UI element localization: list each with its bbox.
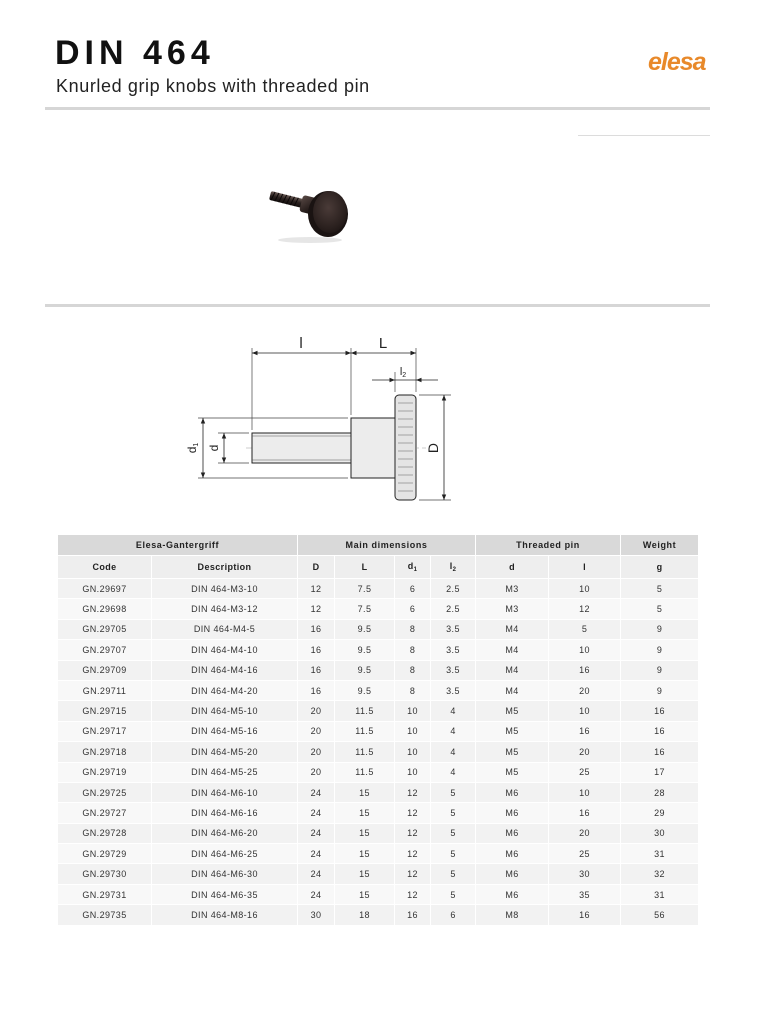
- cell-l2: 5: [431, 884, 476, 904]
- group-main-dimensions: Main dimensions: [298, 535, 476, 556]
- technical-drawing: [176, 330, 466, 510]
- cell-l: 10: [549, 782, 621, 802]
- cell-d1: 8: [395, 619, 431, 639]
- table-row: [58, 905, 699, 925]
- cell-l: 10: [549, 701, 621, 721]
- cell-l2: 5: [431, 844, 476, 864]
- cell-l2: 4: [431, 701, 476, 721]
- cell-description: DIN 464-M4-5: [152, 619, 298, 639]
- col-description: Description: [152, 556, 298, 579]
- cell-d1: 8: [395, 640, 431, 660]
- cell-description: DIN 464-M6-25: [152, 844, 298, 864]
- col-L: L: [335, 556, 395, 579]
- cell-code: GN.29707: [58, 640, 152, 660]
- cell-D: 12: [298, 579, 335, 599]
- cell-L: 11.5: [335, 701, 395, 721]
- cell-code: GN.29705: [58, 619, 152, 639]
- cell-g: 9: [621, 660, 699, 680]
- cell-code: GN.29711: [58, 680, 152, 700]
- cell-d1: 10: [395, 762, 431, 782]
- cell-description: DIN 464-M6-10: [152, 782, 298, 802]
- cell-description: DIN 464-M6-30: [152, 864, 298, 884]
- cell-g: 32: [621, 864, 699, 884]
- cell-l: 25: [549, 762, 621, 782]
- cell-d1: 12: [395, 864, 431, 884]
- cell-l2: 3.5: [431, 660, 476, 680]
- cell-d: M3: [476, 579, 549, 599]
- cell-l: 30: [549, 864, 621, 884]
- group-threaded-pin: Threaded pin: [476, 535, 621, 556]
- cell-g: 31: [621, 844, 699, 864]
- cell-l: 16: [549, 660, 621, 680]
- cell-d: M4: [476, 680, 549, 700]
- cell-d: M6: [476, 823, 549, 843]
- cell-g: 9: [621, 680, 699, 700]
- cell-d: M4: [476, 660, 549, 680]
- cell-L: 15: [335, 782, 395, 802]
- cell-D: 20: [298, 742, 335, 762]
- cell-description: DIN 464-M5-25: [152, 762, 298, 782]
- cell-d1: 10: [395, 742, 431, 762]
- cell-g: 16: [621, 742, 699, 762]
- cell-D: 24: [298, 782, 335, 802]
- product-photo: [262, 178, 352, 246]
- cell-code: GN.29728: [58, 823, 152, 843]
- table-row: [58, 782, 699, 802]
- cell-l: 16: [549, 905, 621, 925]
- cell-d1: 10: [395, 721, 431, 741]
- dim-label-l2: l2: [399, 366, 407, 379]
- cell-g: 16: [621, 701, 699, 721]
- table-row: [58, 579, 699, 599]
- cell-g: 56: [621, 905, 699, 925]
- table-row: [58, 864, 699, 884]
- cell-d1: 10: [395, 701, 431, 721]
- cell-g: 5: [621, 579, 699, 599]
- cell-code: GN.29718: [58, 742, 152, 762]
- cell-L: 15: [335, 823, 395, 843]
- cell-description: DIN 464-M6-35: [152, 884, 298, 904]
- cell-L: 15: [335, 803, 395, 823]
- cell-L: 9.5: [335, 619, 395, 639]
- cell-D: 20: [298, 762, 335, 782]
- cell-d: M4: [476, 640, 549, 660]
- section-divider: [45, 304, 710, 307]
- table-row: [58, 701, 699, 721]
- col-l2: $l_2$: [431, 556, 476, 579]
- cell-d1: 16: [395, 905, 431, 925]
- cell-l2: 4: [431, 762, 476, 782]
- cell-D: 20: [298, 721, 335, 741]
- dim-label-D: D: [425, 442, 441, 454]
- table-row: [58, 742, 699, 762]
- cell-description: DIN 464-M3-12: [152, 599, 298, 619]
- cell-l2: 4: [431, 721, 476, 741]
- cell-code: GN.29735: [58, 905, 152, 925]
- thin-divider: [578, 135, 710, 136]
- cell-D: 16: [298, 660, 335, 680]
- dim-label-l: l: [299, 335, 303, 352]
- cell-code: GN.29717: [58, 721, 152, 741]
- cell-d: M6: [476, 864, 549, 884]
- cell-D: 20: [298, 701, 335, 721]
- cell-L: 15: [335, 884, 395, 904]
- cell-L: 11.5: [335, 762, 395, 782]
- table-row: [58, 844, 699, 864]
- cell-l2: 6: [431, 905, 476, 925]
- table-column-header-row: [58, 556, 699, 579]
- cell-l: 10: [549, 640, 621, 660]
- cell-d1: 8: [395, 660, 431, 680]
- cell-description: DIN 464-M8-16: [152, 905, 298, 925]
- cell-description: DIN 464-M6-20: [152, 823, 298, 843]
- cell-g: 17: [621, 762, 699, 782]
- cell-d: M8: [476, 905, 549, 925]
- cell-L: 11.5: [335, 721, 395, 741]
- table-row: [58, 721, 699, 741]
- cell-d1: 12: [395, 803, 431, 823]
- page-subtitle: Knurled grip knobs with threaded pin: [56, 76, 370, 96]
- table-row: [58, 823, 699, 843]
- group-weight: Weight: [621, 535, 699, 556]
- cell-d1: 6: [395, 599, 431, 619]
- cell-d: M3: [476, 599, 549, 619]
- cell-l2: 5: [431, 803, 476, 823]
- cell-L: 7.5: [335, 599, 395, 619]
- cell-g: 28: [621, 782, 699, 802]
- cell-l2: 5: [431, 782, 476, 802]
- brand-logo: elesa: [648, 48, 706, 76]
- page-title: DIN 464: [55, 34, 215, 72]
- cell-D: 24: [298, 803, 335, 823]
- cell-l: 35: [549, 884, 621, 904]
- cell-d: M5: [476, 721, 549, 741]
- cell-g: 9: [621, 619, 699, 639]
- header-divider: [45, 107, 710, 110]
- cell-g: 29: [621, 803, 699, 823]
- cell-l: 16: [549, 721, 621, 741]
- table-row: [58, 762, 699, 782]
- cell-l2: 5: [431, 823, 476, 843]
- table-row: [58, 660, 699, 680]
- cell-code: GN.29697: [58, 579, 152, 599]
- cell-l: 10: [549, 579, 621, 599]
- cell-code: GN.29725: [58, 782, 152, 802]
- cell-l2: 4: [431, 742, 476, 762]
- cell-description: DIN 464-M3-10: [152, 579, 298, 599]
- cell-L: 11.5: [335, 742, 395, 762]
- cell-l2: 3.5: [431, 680, 476, 700]
- cell-g: 5: [621, 599, 699, 619]
- cell-D: 16: [298, 680, 335, 700]
- cell-l: 20: [549, 680, 621, 700]
- cell-l2: 3.5: [431, 619, 476, 639]
- cell-d: M5: [476, 742, 549, 762]
- cell-L: 9.5: [335, 680, 395, 700]
- cell-description: DIN 464-M4-20: [152, 680, 298, 700]
- cell-g: 9: [621, 640, 699, 660]
- col-d: d: [476, 556, 549, 579]
- cell-d1: 12: [395, 844, 431, 864]
- cell-d: M5: [476, 701, 549, 721]
- cell-description: DIN 464-M6-16: [152, 803, 298, 823]
- cell-D: 30: [298, 905, 335, 925]
- cell-d1: 12: [395, 884, 431, 904]
- cell-code: GN.29698: [58, 599, 152, 619]
- cell-d: M4: [476, 619, 549, 639]
- table-row: [58, 803, 699, 823]
- cell-d: M6: [476, 884, 549, 904]
- cell-code: GN.29729: [58, 844, 152, 864]
- cell-description: DIN 464-M4-10: [152, 640, 298, 660]
- cell-l: 12: [549, 599, 621, 619]
- cell-code: GN.29727: [58, 803, 152, 823]
- col-g: g: [621, 556, 699, 579]
- cell-code: GN.29719: [58, 762, 152, 782]
- cell-l2: 3.5: [431, 640, 476, 660]
- cell-d1: 12: [395, 823, 431, 843]
- table-row: [58, 619, 699, 639]
- group-elesa-gantergriff: Elesa-Gantergriff: [58, 535, 298, 556]
- cell-description: DIN 464-M4-16: [152, 660, 298, 680]
- table-row: [58, 599, 699, 619]
- spec-table: [57, 534, 699, 926]
- cell-l: 20: [549, 823, 621, 843]
- cell-l2: 2.5: [431, 599, 476, 619]
- cell-d1: 8: [395, 680, 431, 700]
- cell-code: GN.29715: [58, 701, 152, 721]
- cell-D: 16: [298, 619, 335, 639]
- cell-d1: 6: [395, 579, 431, 599]
- cell-l2: 5: [431, 864, 476, 884]
- cell-D: 24: [298, 844, 335, 864]
- cell-L: 15: [335, 864, 395, 884]
- cell-L: 9.5: [335, 660, 395, 680]
- cell-D: 24: [298, 884, 335, 904]
- cell-D: 16: [298, 640, 335, 660]
- dim-label-d: d: [207, 444, 221, 452]
- col-l: l: [549, 556, 621, 579]
- col-code: Code: [58, 556, 152, 579]
- col-D: D: [298, 556, 335, 579]
- cell-l: 16: [549, 803, 621, 823]
- cell-description: DIN 464-M5-16: [152, 721, 298, 741]
- table-body: [58, 579, 699, 926]
- cell-g: 31: [621, 884, 699, 904]
- cell-D: 24: [298, 823, 335, 843]
- cell-l2: 2.5: [431, 579, 476, 599]
- table-group-header-row: [58, 535, 699, 556]
- cell-L: 9.5: [335, 640, 395, 660]
- cell-d: M5: [476, 762, 549, 782]
- cell-l: 20: [549, 742, 621, 762]
- cell-l: 5: [549, 619, 621, 639]
- table-row: [58, 640, 699, 660]
- cell-d: M6: [476, 844, 549, 864]
- dim-label-d1: d1: [185, 442, 200, 454]
- cell-g: 16: [621, 721, 699, 741]
- cell-g: 30: [621, 823, 699, 843]
- cell-d: M6: [476, 803, 549, 823]
- cell-code: GN.29730: [58, 864, 152, 884]
- cell-description: DIN 464-M5-10: [152, 701, 298, 721]
- cell-D: 12: [298, 599, 335, 619]
- cell-d1: 12: [395, 782, 431, 802]
- dim-label-L: L: [378, 335, 388, 352]
- cell-d: M6: [476, 782, 549, 802]
- cell-code: GN.29731: [58, 884, 152, 904]
- cell-L: 7.5: [335, 579, 395, 599]
- cell-l: 25: [549, 844, 621, 864]
- table-row: [58, 680, 699, 700]
- cell-L: 15: [335, 844, 395, 864]
- cell-code: GN.29709: [58, 660, 152, 680]
- cell-description: DIN 464-M5-20: [152, 742, 298, 762]
- cell-L: 18: [335, 905, 395, 925]
- table-row: [58, 884, 699, 904]
- col-d1: $d_1$: [395, 556, 431, 579]
- cell-D: 24: [298, 864, 335, 884]
